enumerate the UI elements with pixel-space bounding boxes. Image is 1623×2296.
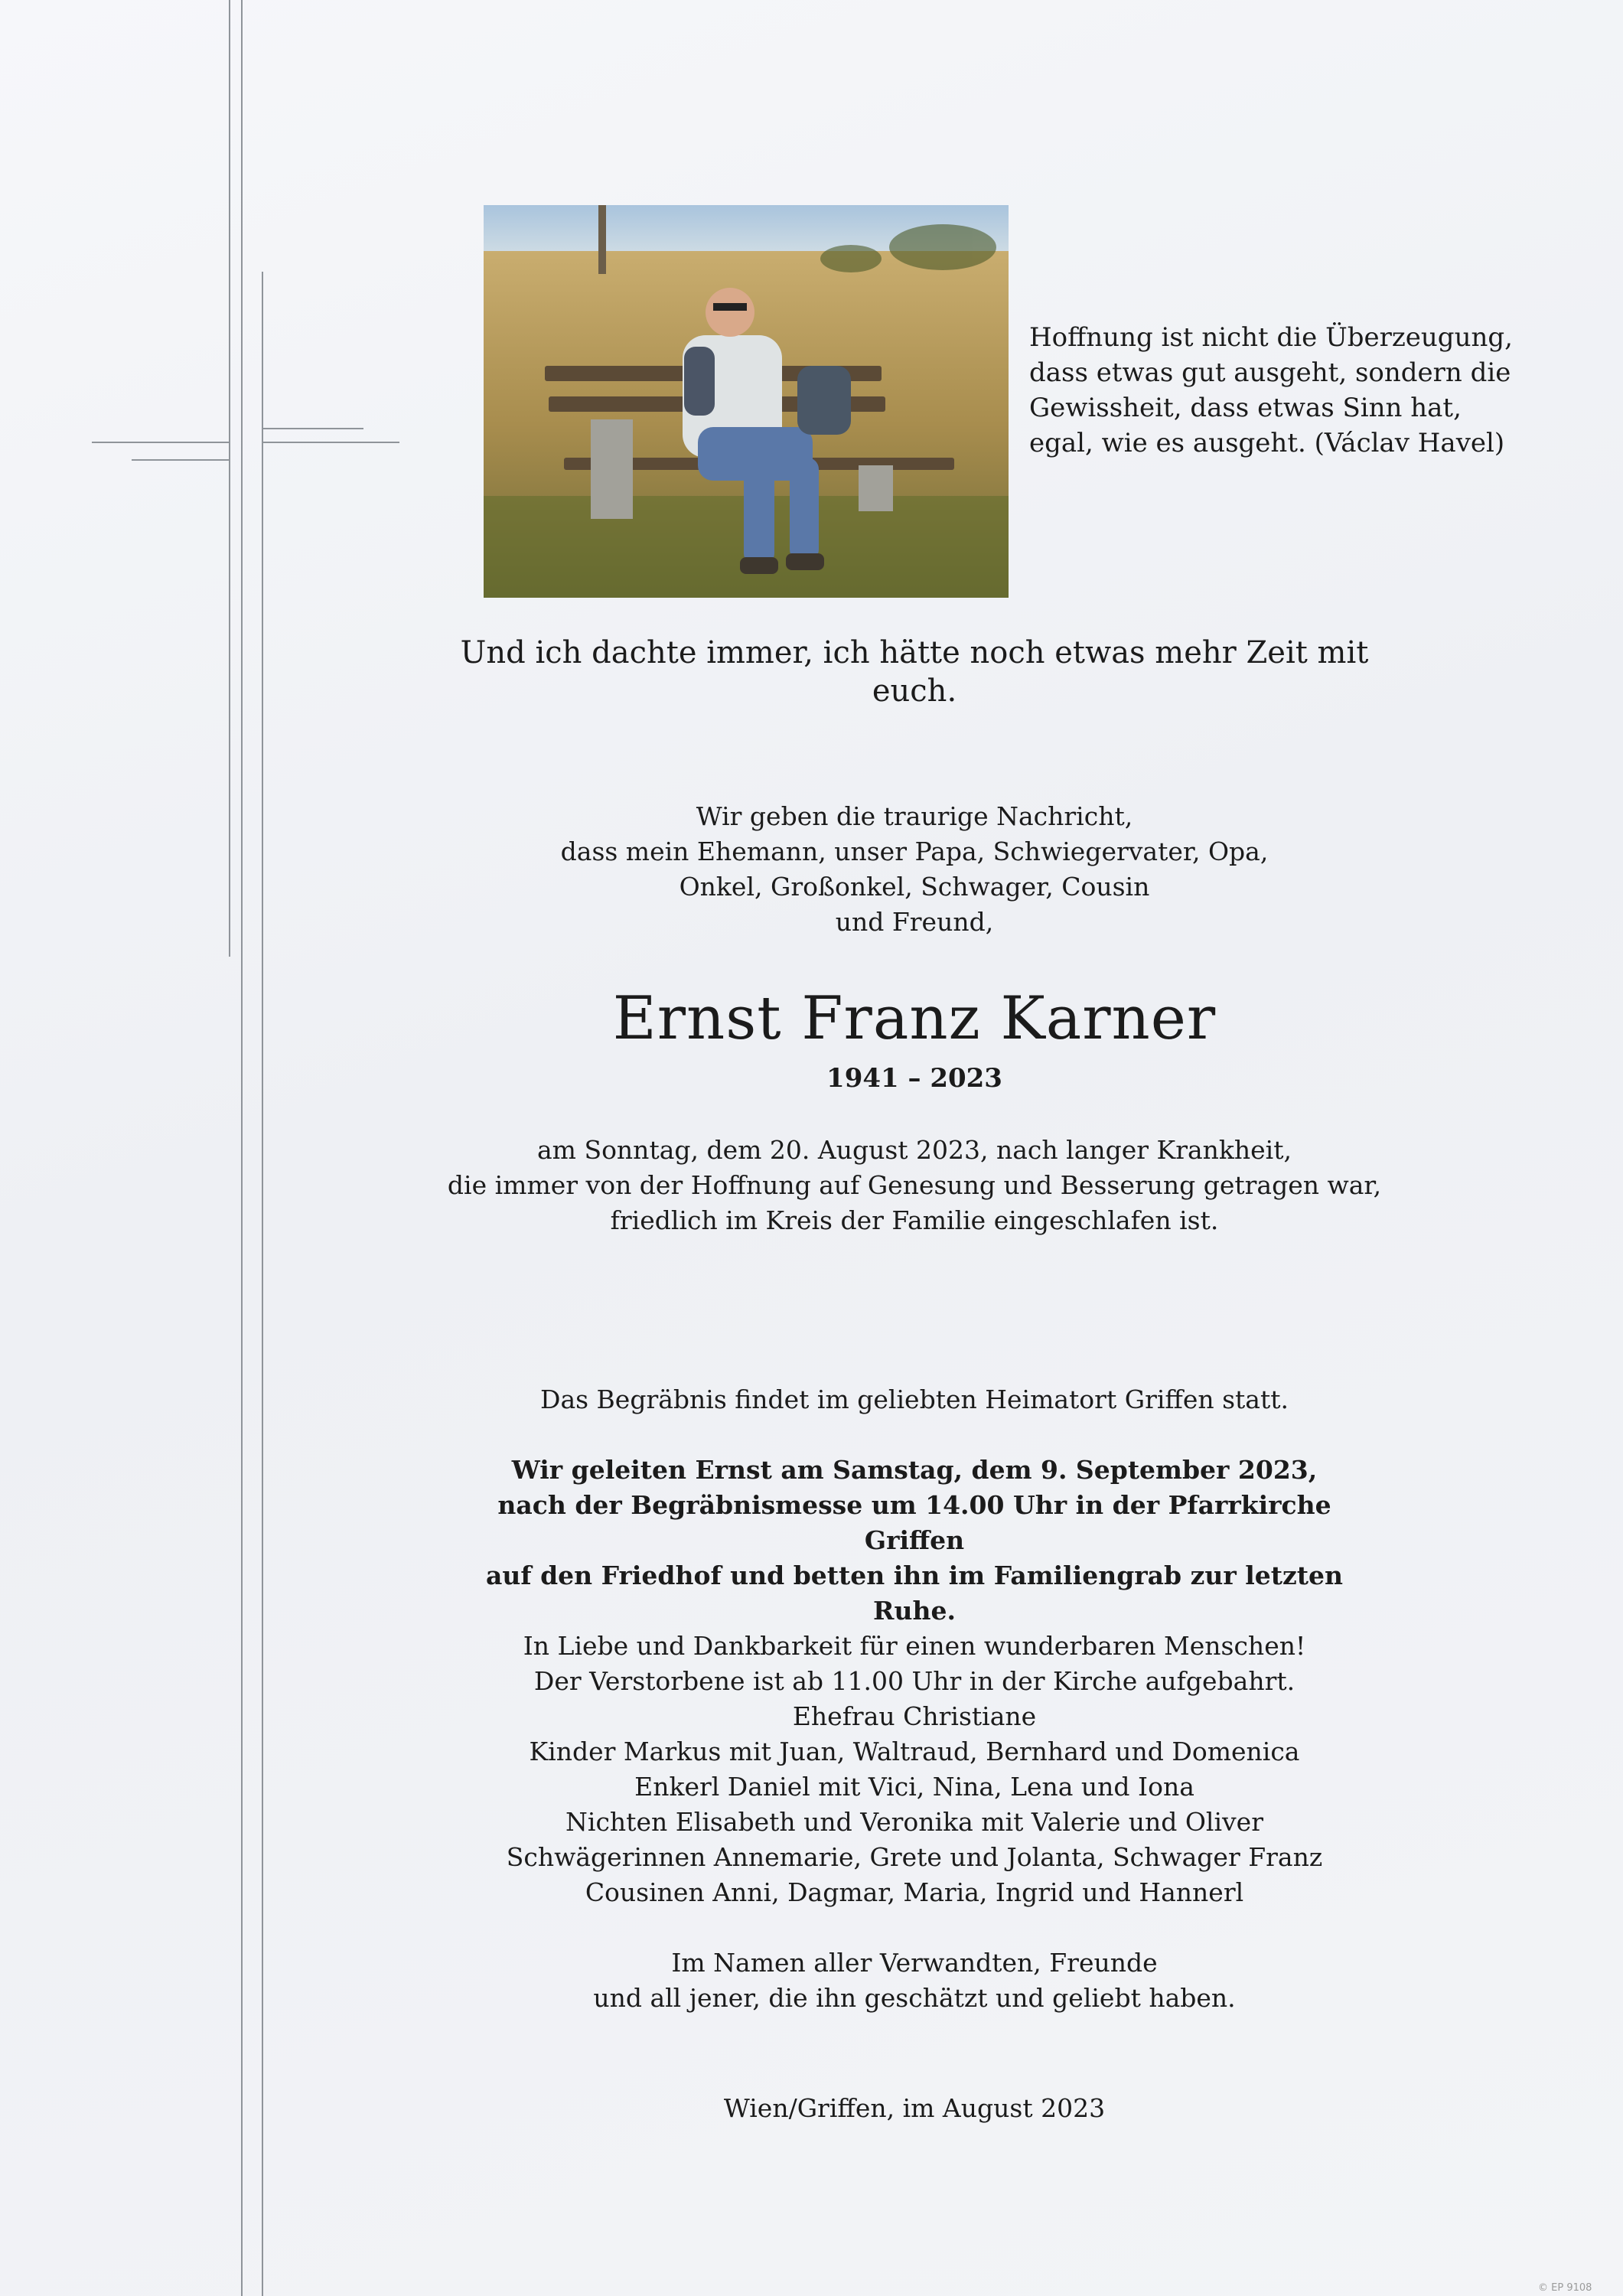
funeral-location: Das Begräbnis findet im geliebten Heimatort Griffen statt. [540, 1384, 1289, 1414]
family-list: Ehefrau Christiane Kinder Markus mit Juan, Waltraud, Bernhard und Domenica Enkerl Daniel mit Vici, Nina, Lena und Iona Nichten Elisabeth und Veronika mit Valerie und Oliver Schwägerinnen Annemarie, Grete und Jolanta, Schwager Franz Cousinen Anni, Dagmar, Maria, Ingrid und Hannerl [506, 1701, 1323, 1907]
laying-in-state: Der Verstorbene ist ab 11.00 Uhr in der Kirche aufgebahrt. [533, 1666, 1295, 1696]
on-behalf-line: Im Namen aller Verwandten, Freunde und all jener, die ihn geschätzt und geliebt haben. [593, 1948, 1236, 2013]
template-code: © EP 9108 [1538, 2282, 1592, 2294]
deceased-name: Ernst Franz Karner [612, 984, 1217, 1053]
death-notice: am Sonntag, dem 20. August 2023, nach langer Krankheit, die immer von der Hoffnung auf Genesung und Besserung getragen war, friedlich im Kreis der Familie eingeschlafen ist. [447, 1135, 1382, 1235]
announcement-intro: Wir geben die traurige Nachricht, dass mein Ehemann, unser Papa, Schwiegervater, Opa, Onkel, Großonkel, Schwager, Cousin und Freund, [560, 801, 1269, 937]
place-date: Wien/Griffen, im August 2023 [723, 2093, 1106, 2123]
thanks-line: In Liebe und Dankbarkeit für einen wunderbaren Menschen! [523, 1631, 1306, 1661]
funeral-schedule: Wir geleiten Ernst am Samstag, dem 9. September 2023, nach der Begräbnismesse um 14.00 Uhr in der Pfarrkirche Griffen auf den Friedhof und betten ihn im Familiengrab zur letzten Ruhe. [486, 1455, 1343, 1626]
quote-text: Hoffnung ist nicht die Überzeugung, dass etwas gut ausgeht, sondern die Gewissheit, dass etwas Sinn hat, egal, wie es ausgeht. (Václav Havel) [1029, 322, 1513, 458]
life-years: 1941 – 2023 [826, 1063, 1002, 1094]
tagline: Und ich dachte immer, ich hätte noch etwas mehr Zeit mit euch. [460, 635, 1369, 709]
cross-ornament [0, 0, 429, 2296]
portrait-photo [484, 205, 1009, 598]
funeral-details [444, 1347, 1385, 1734]
